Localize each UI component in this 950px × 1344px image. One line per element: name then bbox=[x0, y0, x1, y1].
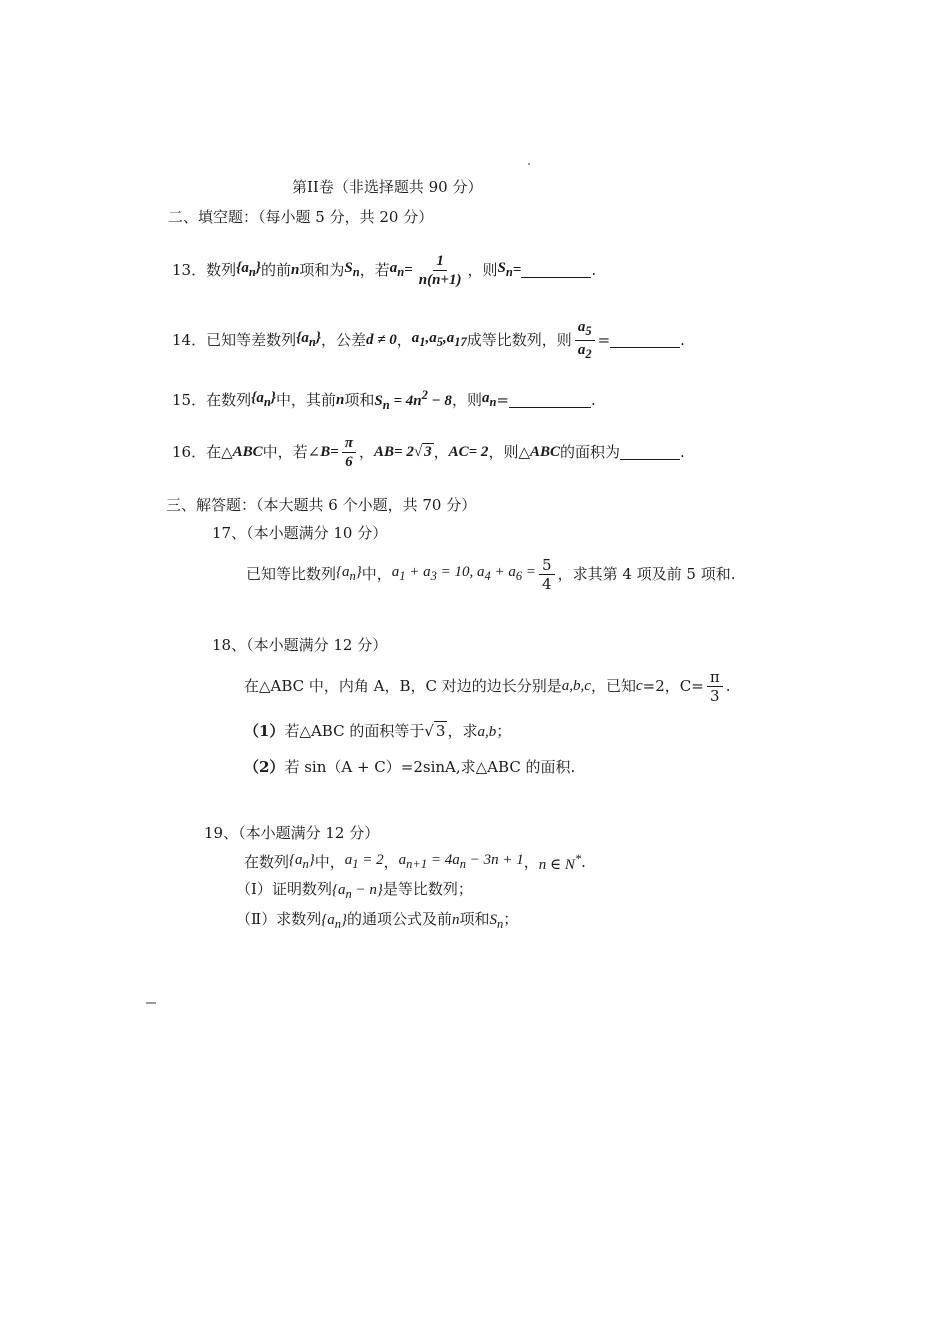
question-18-part-2: （2）若 sin（A + C）=2sinA,求△ABC 的面积. bbox=[244, 758, 576, 776]
question-19-part-1: （Ⅰ）证明数列$\{a_n - n\}$是等比数列； bbox=[236, 880, 473, 901]
question-18-part-1: （1）若△ABC 的面积等于√ 3 ，求a,b； bbox=[244, 722, 512, 740]
question-14: 14． 已知等差数列 $\{a_n\}$ ，公差 d ≠ 0 ， $a_1,a_5,a_{17}$ 成等比数列，则 $\frac{a_5}{a_2}$ = . bbox=[172, 318, 685, 361]
fraction: $\frac{5}{4}$ bbox=[539, 556, 555, 593]
question-16: 16． 在△ ABC 中，若∠ B = $\frac{\pi}{6}$ ， AB = 2 √ 3 ， AC = 2 ，则△ ABC 的面积为 . bbox=[172, 434, 685, 470]
fraction: $\frac{\pi}{3}$ bbox=[707, 668, 723, 705]
fraction: $\frac{\pi}{6}$ bbox=[342, 434, 356, 471]
question-15: 15． 在数列 $\{a_n\}$ 中，其前 n 项和 $S_n = 4n^2 - 8$ ，则 $a_n$ = . bbox=[172, 388, 596, 412]
question-19-part-2: （Ⅱ）求数列$\{a_n\}$的通项公式及前n项和$S_n$； bbox=[236, 910, 519, 931]
question-18-body: 在△ABC 中，内角 A，B，C 对边的边长分别是 a,b,c ，已知 c =2，C= $\frac{\pi}{3}$ . bbox=[244, 667, 731, 705]
fill-in-section-heading: 二、填空题：（每小题 5 分，共 20 分） bbox=[168, 208, 434, 226]
question-18-title: 18、（本小题满分 12 分） bbox=[212, 636, 388, 654]
question-13: 13． 数列 $\{a_n\}$ 的前 n 项和为 $S_n$ ，若 $a_n$ = $\frac{1}{n(n+1)}$ ，则 $S_n$ = . bbox=[172, 252, 597, 288]
scan-speck bbox=[146, 1002, 156, 1004]
question-17-title: 17、（本小题满分 10 分） bbox=[212, 524, 388, 542]
answer-blank[interactable] bbox=[610, 333, 680, 348]
answer-blank[interactable] bbox=[521, 263, 591, 278]
answer-blank[interactable] bbox=[509, 393, 591, 408]
fraction: $\frac{1}{n(n+1)}$ bbox=[418, 252, 462, 288]
fraction: $\frac{a_5}{a_2}$ bbox=[575, 318, 595, 363]
scan-speck bbox=[528, 163, 530, 165]
question-19-body: 在数列 $\{a_n\}$ 中， $a_1 = 2$ ， $a_{n+1} = 4a_n - 3n + 1$ ， n ∈ N* . bbox=[244, 852, 586, 873]
question-19-title: 19、（本小题满分 12 分） bbox=[204, 824, 380, 842]
question-17-body: 已知等比数列 $\{a_n\}$ 中， $a_1 + a_3 = 10$, $a_4 + a_6$ = $\frac{5}{4}$ ，求其第 4 项及前 5 项和. bbox=[246, 555, 736, 593]
answer-section-heading: 三、解答题：（本大题共 6 个小题，共 70 分） bbox=[166, 496, 477, 514]
section-title: 第II卷（非选择题共 90 分） bbox=[292, 178, 483, 196]
answer-blank[interactable] bbox=[620, 445, 680, 460]
